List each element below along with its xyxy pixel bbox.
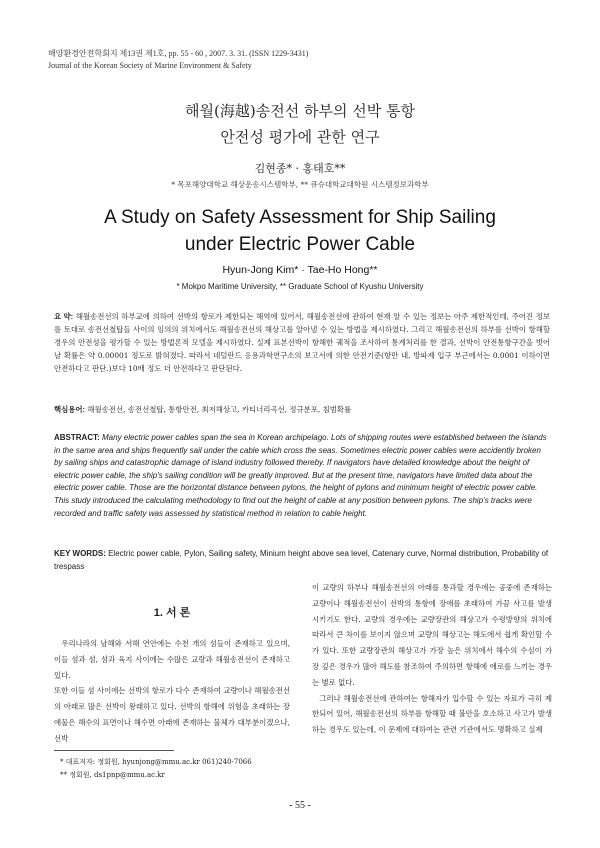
left-column	[54, 580, 290, 747]
english-title-line1: A Study on Safety Assessment for Ship Sailing	[104, 207, 496, 228]
footnote-1: * 대표저자: 정회원, hyunjong@mmu.ac.kr 061)240-7066	[60, 758, 252, 766]
introduction-body	[54, 636, 290, 747]
footnote-2: ** 정회원, ds1pnp@mmu.ac.kr	[60, 771, 165, 779]
english-abstract	[54, 432, 550, 520]
korean-keywords	[54, 404, 550, 415]
korean-abstract-text: 해월송전선의 하부교에 의하여 선박의 항로가 제한되는 해역에 있어서, 해월송전선에 관하여 현재 알 수 있는 정보는 아주 제한적인데, 주어진 정보를 토대로 송전선철탑들 사이의 임의의 위치에서도 해월송전선의 해상고를 알아낼 수 있는 방법을 제시하였다. 그리고 해월송전선의 하부를 선박이 항해할 경우의 안전성을 평가할 수 있는 방법론적 모델을 제시하였다. 실제 표본선박이 항해한 궤적을 조사하여 통계처리를 한 결과, 선박이 안전통항구간을 벗어날 확률은 약 0.00001 정도로 밝혀졌다. 따라서 네덜란드 응용과학연구소의 보고서에 의한 안전기준(항만 내, 방파제 입구 부근에서는 0.0001 이하이면 안전하다고 판단.)보다 10배 정도 더 안전하다고 판단된다.	[54, 312, 550, 373]
introduction-paragraph-1: 우리나라의 남해와 서해 연안에는 수천 개의 섬들이 존재하고 있으며, 이들 섬과 섬, 섬과 육지 사이에는 수많은 교량과 해월송전선이 존재하고 있다.	[54, 639, 290, 680]
right-column-body	[312, 580, 552, 738]
journal-header	[48, 48, 308, 72]
korean-title-line1: 해월(海越)송전선 하부의 선박 통항	[185, 102, 415, 120]
english-affiliations: * Mokpo Maritime University, ** Graduate School of Kyushu University	[176, 282, 424, 291]
korean-abstract	[54, 310, 550, 375]
english-title	[0, 204, 600, 258]
english-keywords-label: KEY WORDS:	[54, 549, 106, 558]
right-column	[312, 580, 552, 738]
korean-title	[0, 98, 600, 150]
page-number: - 55 -	[289, 800, 311, 811]
korean-abstract-label: 요 약:	[54, 312, 74, 321]
english-title-line2: under Electric Power Cable	[184, 234, 416, 255]
english-abstract-text2: This study introduced the calculating methodology to find out the height of cable at any position between pylons. The ship's tracks were recorded and traffic safety was assessed by statistical method in relation to cable height.	[54, 495, 532, 518]
footnote-rule	[54, 750, 174, 751]
section-heading-introduction: 1. 서 론	[153, 607, 191, 619]
english-abstract-text: Many electric power cables span the sea in Korean archipelago. Lots of shipping routes were established between the islands in the same area and ships frequently sail under the cable which cross the seas. Sometimes electric power cables were accidently broken by sailing ships and catastrophic damage of island industry followed thereby. If navigators have detailed knowledge about the height of electric power cable, the ship's sailing condition will be greatly improved. But at the present time, navigators have limited data about the electric power cable. Those are the horizontal distance between pylons, the height of pylons and minimum height of electric power cable.	[54, 433, 547, 493]
right-paragraph-2: 그러나 해월송전선에 관하여는 항해자가 입수할 수 있는 자료가 극히 제한되어 있어, 해월송전선의 하부를 항해할 때 불안을 호소하고 사고가 발생하는 경우도 있는데, 이 문제에 대하여는 관련 기관에서도 명확하고 실제	[312, 693, 552, 735]
korean-keywords-label: 핵심용어:	[54, 405, 86, 414]
english-abstract-label: ABSTRACT:	[54, 433, 100, 442]
korean-affiliations: * 목포해양대학교 해상운송시스템학부, ** 큐슈대학교대학원 시스템정보과학부	[171, 180, 429, 189]
journal-ref-line: 해양환경안전학회지 제13권 제1호, pp. 55 - 60 , 2007. 3. 31. (ISSN 1229-3431)	[48, 49, 309, 58]
right-paragraph-1: 이 교량의 하부나 해월송전선의 아래를 통과할 경우에는 공중에 존재하는 교량이나 해월송전선이 선박의 통항에 장애를 초래하여 가끔 사고를 발생시키기도 한다. 교량의 경우에는 교량장관의 해상고가 수평방향의 위치에 따라서 큰 차이를 보이지 않으며 교량의 해상고는 해도에서 쉽게 확인할 수가 있다. 또한 교량장관의 해상고가 가장 높은 위치에서 해수의 수심이 가장 깊은 경우가 많아 해도를 참조하여 주의하면 항해에 애로를 느끼는 경우는 별로 없다.	[312, 583, 552, 687]
english-keywords-text: Electric power cable, Pylon, Sailing safety, Minium height above sea level, Catenary curve, Normal distribution, Probability of trespass	[54, 549, 549, 571]
english-authors: Hyun-Jong Kim* · Tae-Ho Hong**	[222, 264, 378, 276]
journal-name-line: Journal of the Korean Society of Marine Environment & Safety	[48, 61, 252, 70]
korean-authors: 김현종* · 홍태호**	[254, 162, 346, 175]
korean-keywords-text: 해월송전선, 송전선철탑, 통항안전, 최저해상고, 카티너리곡선, 정규분포, 침범확률	[87, 405, 352, 414]
footnotes	[60, 756, 252, 782]
introduction-paragraph-2: 또한 이들 섬 사이에는 선박의 항로가 다수 존재하여 교량이나 해월송전선의 아래로 많은 선박이 왕래하고 있다. 선박의 항해에 위험을 초래하는 장애물은 해수의 표면이나 해수면 아래에 존재하는 물체가 대부분이겠으나, 선박	[54, 686, 290, 743]
korean-title-line2: 안전성 평가에 관한 연구	[220, 128, 380, 146]
english-keywords	[54, 548, 550, 573]
